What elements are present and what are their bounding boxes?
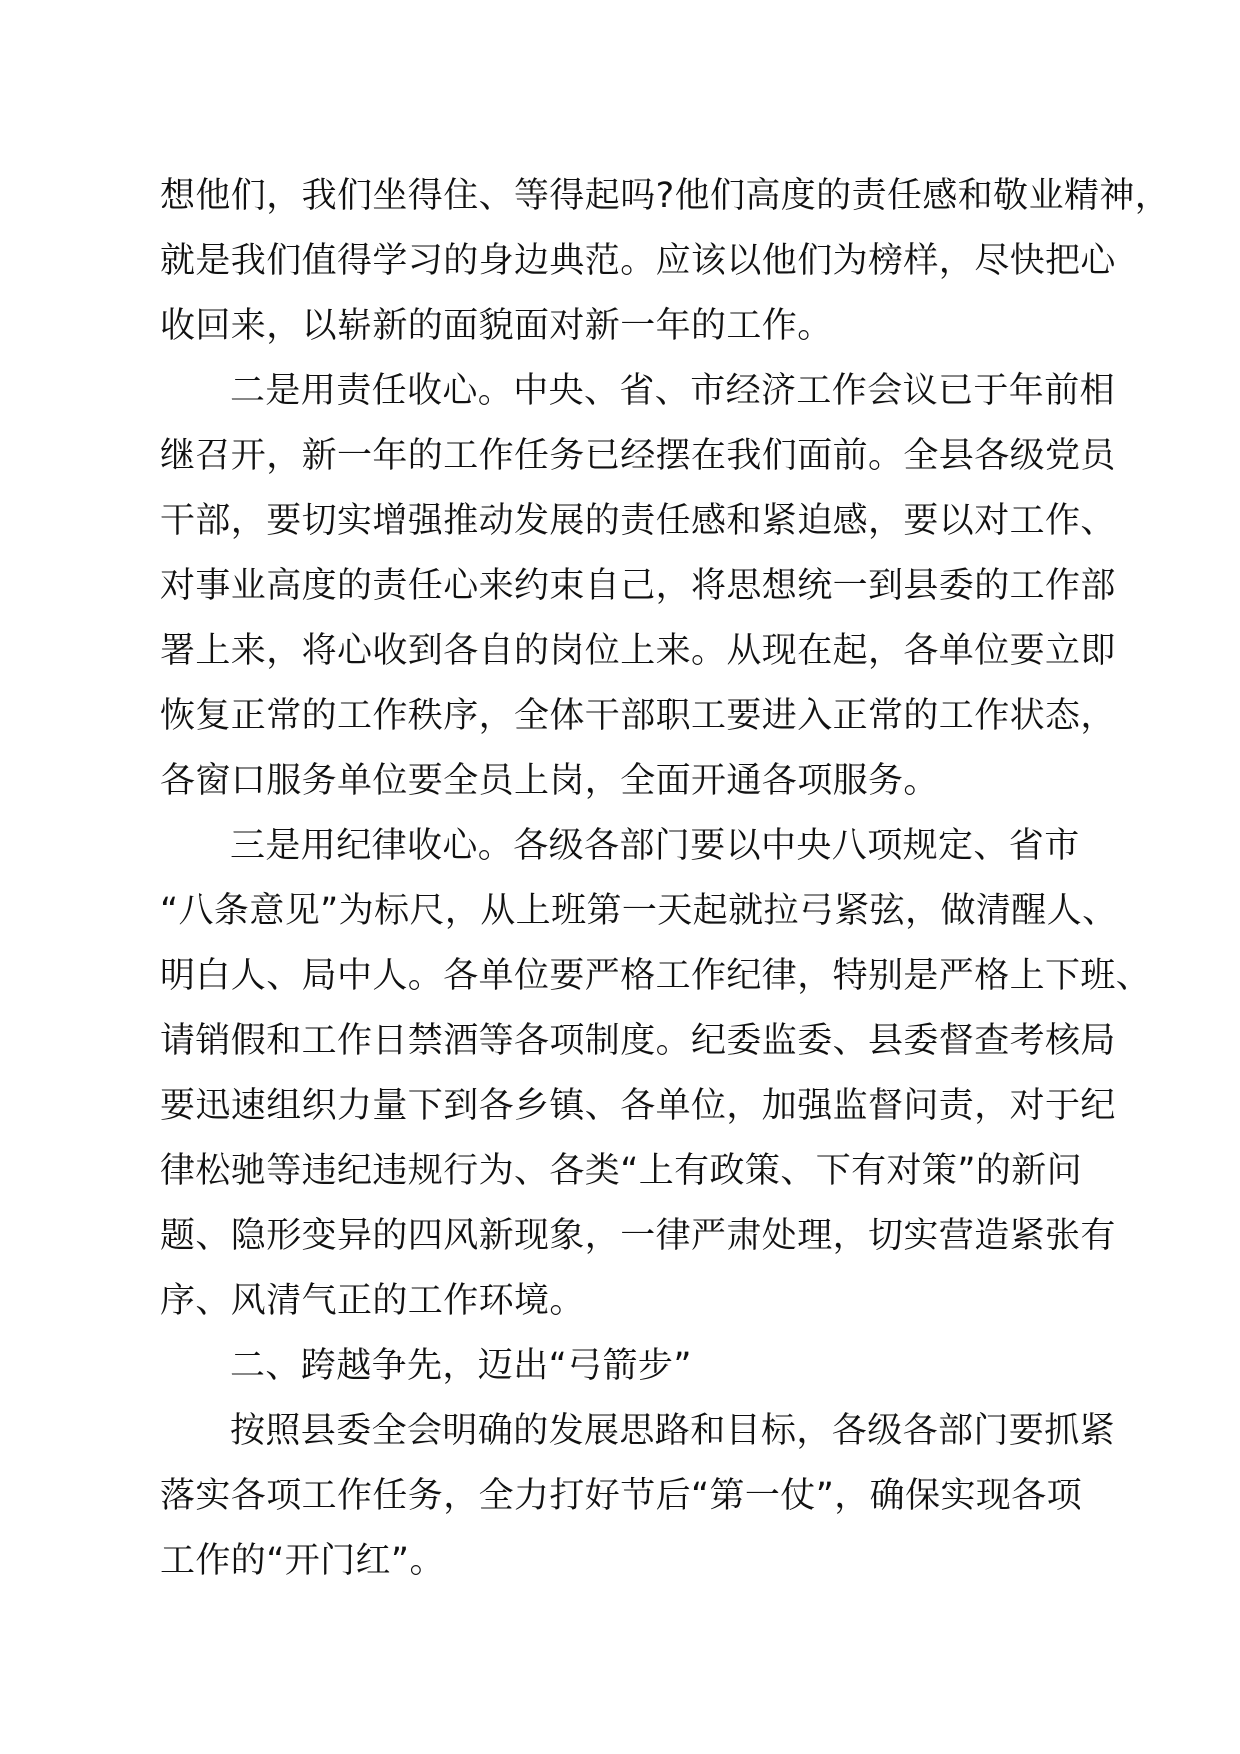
- text-line: 干部，要切实增强推动发展的责任感和紧迫感，要以对工作、: [160, 501, 1116, 541]
- paragraph-continuation: [160, 164, 1171, 359]
- text-line: 题、隐形变异的四风新现象，一律严肃处理，切实营造紧张有: [160, 1216, 1116, 1256]
- text-line: 就是我们值得学习的身边典范。应该以他们为榜样，尽快把心: [160, 241, 1116, 281]
- text-line: 各窗口服务单位要全员上岗，全面开通各项服务。: [160, 761, 939, 801]
- text-line: 二是用责任收心。中央、省、市经济工作会议已于年前相: [230, 371, 1116, 411]
- text-line: 对事业高度的责任心来约束自己，将思想统一到县委的工作部: [160, 566, 1116, 606]
- text-line: 继召开，新一年的工作任务已经摆在我们面前。全县各级党员: [160, 436, 1116, 476]
- text-line: 署上来，将心收到各自的岗位上来。从现在起，各单位要立即: [160, 631, 1116, 671]
- text-line: 三是用纪律收心。各级各部门要以中央八项规定、省市: [230, 826, 1080, 866]
- paragraph-responsibility: [160, 359, 1120, 814]
- text-line: 明白人、局中人。各单位要严格工作纪律，特别是严格上下班、: [160, 956, 1152, 996]
- text-line: 要迅速组织力量下到各乡镇、各单位，加强监督问责，对于纪: [160, 1086, 1116, 1126]
- text-line: 序、风清气正的工作环境。: [160, 1281, 585, 1321]
- text-line: 恢复正常的工作秩序，全体干部职工要进入正常的工作状态，: [160, 696, 1116, 736]
- document-body: [160, 164, 1171, 1594]
- text-line: 想他们，我们坐得住、等得起吗?他们高度的责任感和敬业精神，: [160, 176, 1171, 216]
- text-line: 工作的“开门红”。: [160, 1541, 445, 1581]
- section-heading: 二、跨越争先，迈出“弓箭步”: [230, 1346, 692, 1386]
- text-line: 落实各项工作任务，全力打好节后“第一仗”，确保实现各项: [160, 1476, 1083, 1516]
- paragraph-discipline: [160, 814, 1152, 1334]
- text-line: 按照县委全会明确的发展思路和目标，各级各部门要抓紧: [230, 1411, 1116, 1451]
- text-line: 收回来，以崭新的面貌面对新一年的工作。: [160, 306, 833, 346]
- text-line: 请销假和工作日禁酒等各项制度。纪委监委、县委督查考核局: [160, 1021, 1116, 1061]
- text-line: “八条意见”为标尺，从上班第一天起就拉弓紧弦，做清醒人、: [160, 891, 1118, 931]
- text-line: 律松驰等违纪违规行为、各类“上有政策、下有对策”的新问: [160, 1151, 1083, 1191]
- paragraph-implementation: [160, 1399, 1120, 1594]
